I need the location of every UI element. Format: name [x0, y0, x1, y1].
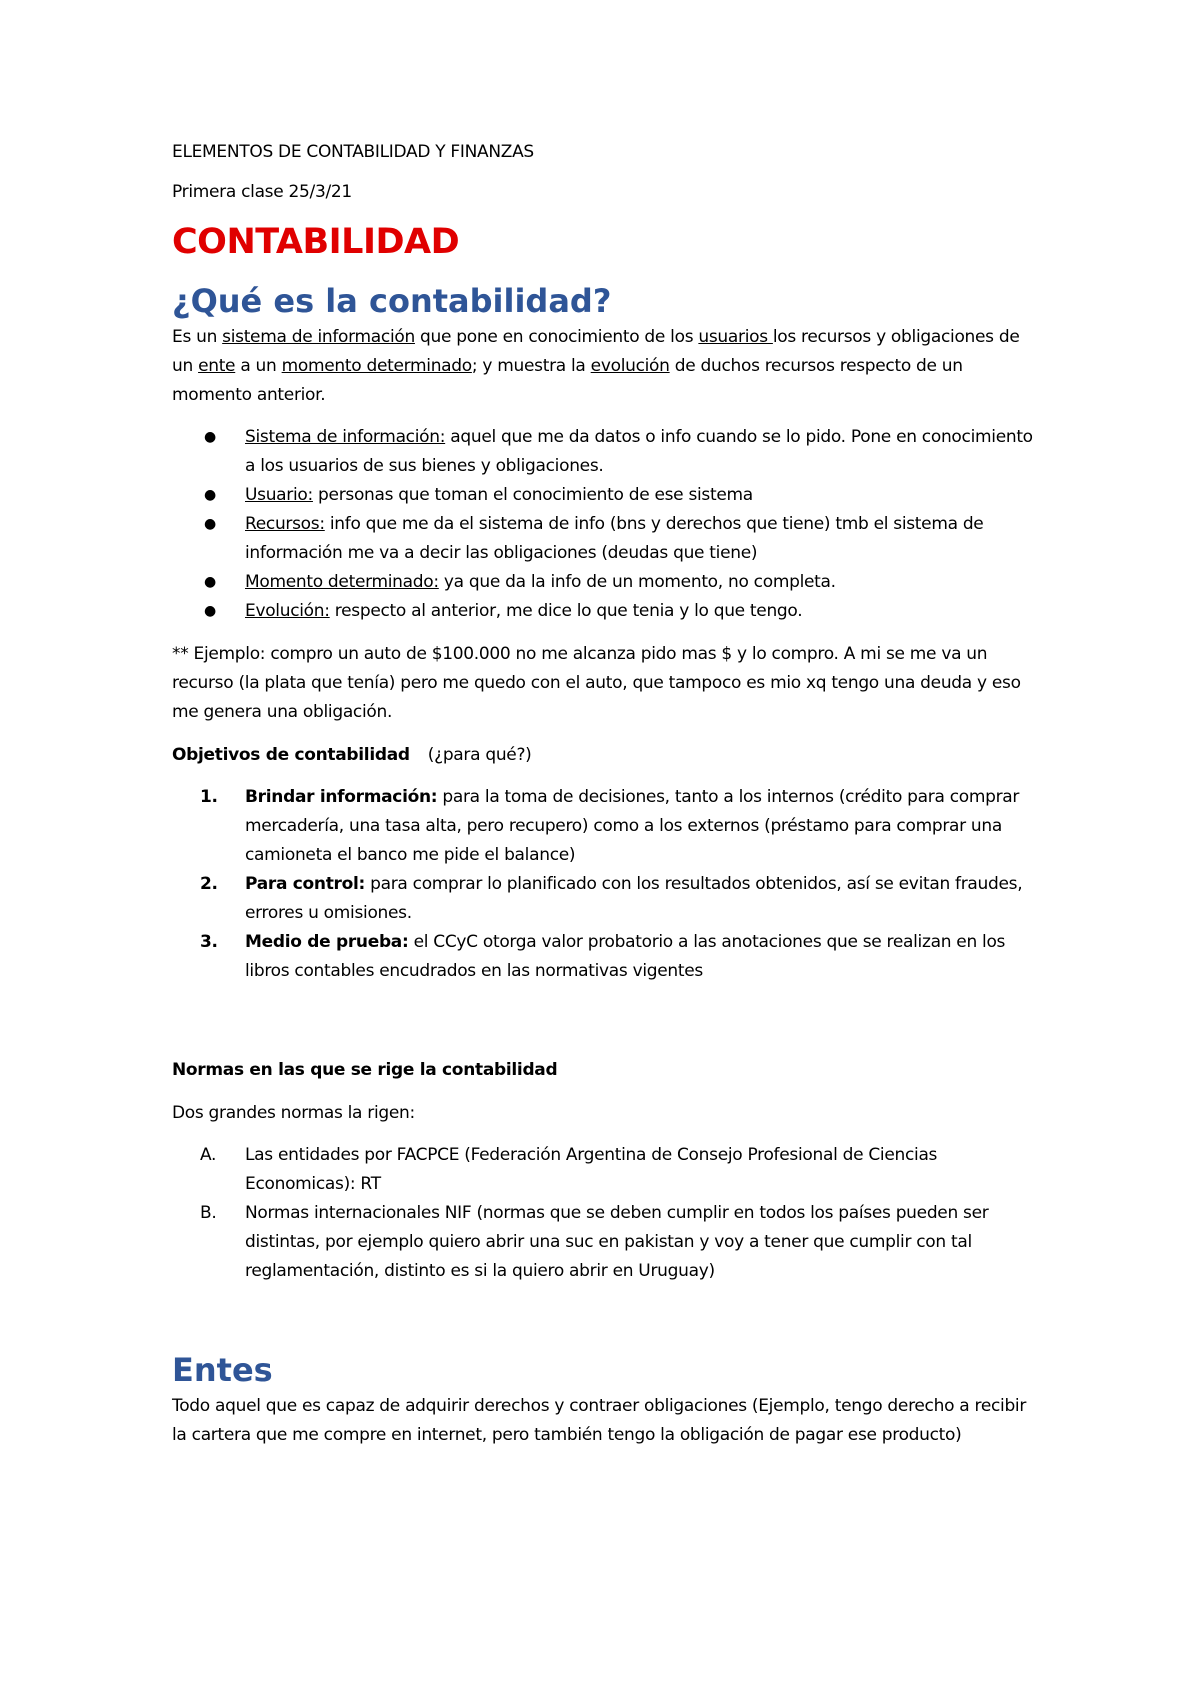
bullet-icon: ●: [204, 574, 216, 590]
main-title: CONTABILIDAD: [172, 222, 460, 262]
objectives-heading: Objetivos de contabilidad (¿para qué?): [172, 745, 532, 765]
list-item: ● Recursos: info que me da el sistema de info (bns y derechos que tiene) tmb el sistema de información me va a decir las obligaciones (deudas que tiene): [172, 510, 1042, 568]
norms-intro: Dos grandes normas la rigen:: [172, 1103, 415, 1123]
norms-list: [172, 1141, 1042, 1286]
section-title-que-es: ¿Qué es la contabilidad?: [172, 282, 612, 320]
definitions-list: [172, 423, 1042, 626]
section-title-entes: Entes: [172, 1351, 273, 1389]
subject-line: ELEMENTOS DE CONTABILIDAD Y FINANZAS: [172, 142, 534, 162]
bullet-icon: ●: [204, 603, 216, 619]
entes-paragraph: Todo aquel que es capaz de adquirir derechos y contraer obligaciones (Ejemplo, tengo derecho a recibir la cartera que me compre en internet, pero también tengo la obligación de pagar ese producto): [172, 1396, 1027, 1445]
list-item: ● Sistema de información: aquel que me da datos o info cuando se lo pido. Pone en conocimiento a los usuarios de sus bienes y obligaciones.: [172, 423, 1042, 481]
bullet-icon: ●: [204, 487, 216, 503]
document-page: [172, 138, 1042, 1450]
objectives-list: [172, 783, 1042, 986]
list-item: ● Momento determinado: ya que da la info de un momento, no completa.: [172, 568, 1042, 597]
example-paragraph: ** Ejemplo: compro un auto de $100.000 no me alcanza pido mas $ y lo compro. A mi se me va un recurso (la plata que tenía) pero me quedo con el auto, que tampoco es mio xq tengo una deuda y eso me genera una obligación.: [172, 644, 1021, 722]
list-item: 3. Medio de prueba: el CCyC otorga valor probatorio a las anotaciones que se realizan en los libros contables encudrados en las normativas vigentes: [200, 932, 1006, 981]
list-item: ● Evolución: respecto al anterior, me dice lo que tenia y lo que tengo.: [172, 597, 1042, 626]
bullet-icon: ●: [204, 429, 216, 445]
class-date: Primera clase 25/3/21: [172, 182, 352, 202]
list-item: 1. Brindar información: para la toma de decisiones, tanto a los internos (crédito para comprar mercadería, una tasa alta, pero recupero) como a los externos (préstamo para comprar una camioneta el banco me pide el balance): [200, 787, 1020, 865]
list-item: ● Usuario: personas que toman el conocimiento de ese sistema: [172, 481, 1042, 510]
bullet-icon: ●: [204, 516, 216, 532]
norms-heading: Normas en las que se rige la contabilidad: [172, 1060, 558, 1080]
list-item: A. Las entidades por FACPCE (Federación Argentina de Consejo Profesional de Ciencias Economicas): RT: [200, 1145, 938, 1194]
list-item: 2. Para control: para comprar lo planificado con los resultados obtenidos, así se evitan fraudes, errores u omisiones.: [200, 874, 1023, 923]
list-item: B. Normas internacionales NIF (normas que se deben cumplir en todos los países pueden ser distintas, por ejemplo quiero abrir una suc en pakistan y voy a tener que cumplir con tal reglamentación, distinto es si la quiero abrir en Uruguay): [200, 1203, 989, 1281]
intro-paragraph: Es un sistema de información que pone en conocimiento de los usuarios los recursos y obligaciones de un ente a un momento determinado; y muestra la evolución de duchos recursos respecto de un momento anterior.: [172, 327, 1020, 405]
